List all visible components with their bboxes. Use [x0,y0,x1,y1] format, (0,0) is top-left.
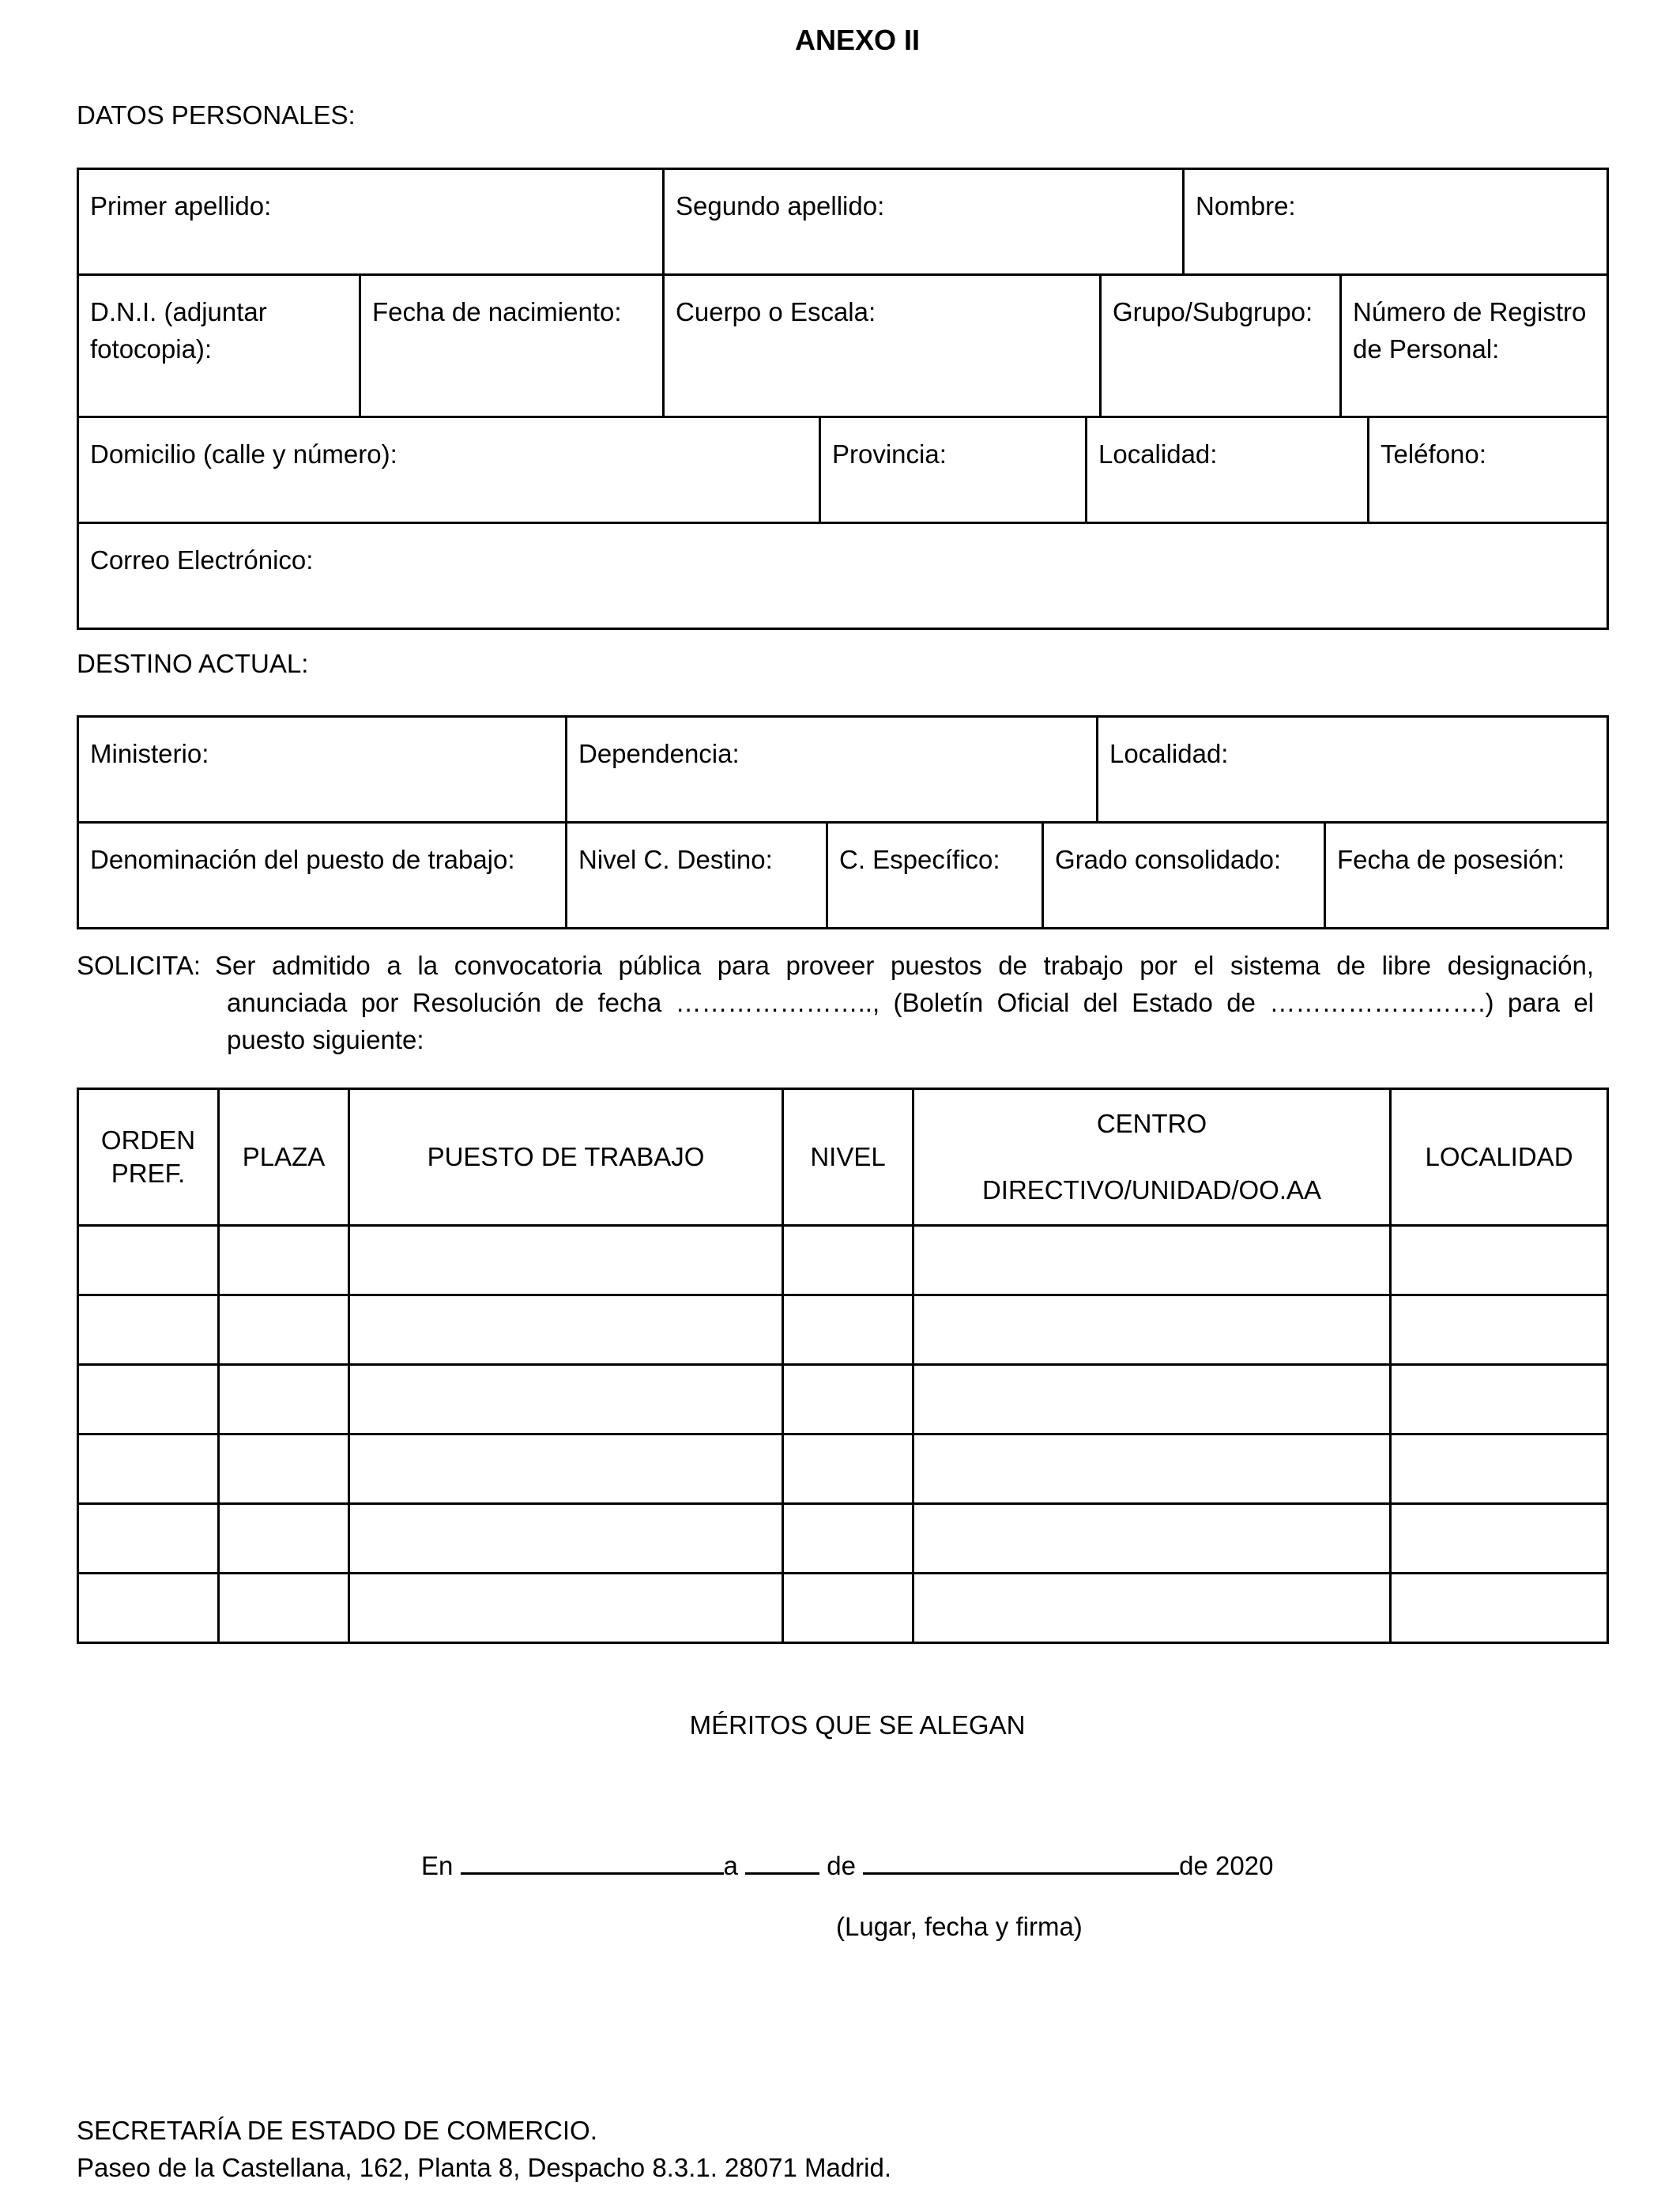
table-row [78,1226,1608,1295]
nivel-destino-field[interactable] [567,823,827,929]
provincia-label: Provincia: [832,439,947,469]
solicita-lead: SOLICITA: [77,951,202,980]
section-datos-personales: DATOS PERSONALES: [77,100,356,130]
primer-apellido-label: Primer apellido: [90,191,272,221]
table-cell[interactable] [913,1504,1391,1574]
grupo-subgrupo-label: Grupo/Subgrupo: [1113,297,1313,326]
header-centro [913,1089,1391,1226]
especifico-field[interactable] [827,823,1043,929]
header-plaza: PLAZA [219,1089,349,1226]
dni-label [79,276,359,368]
date-en-label: En [421,1851,454,1880]
dni-label-line2: fotocopia): [90,334,213,364]
header-orden-pref [78,1089,219,1226]
table-cell[interactable] [349,1434,783,1504]
table-row [78,1365,1608,1434]
cuerpo-escala-field[interactable] [664,275,1101,417]
table-cell[interactable] [349,1574,783,1643]
telefono-field[interactable] [1369,417,1608,523]
fecha-posesion-field[interactable] [1325,823,1608,929]
date-year-label: de 2020 [1179,1851,1274,1880]
solicita-line3: puesto siguiente: [227,1025,424,1054]
grado-label: Grado consolidado: [1055,845,1282,874]
table-row [78,1295,1608,1365]
table-cell[interactable] [78,1434,219,1504]
table-cell[interactable] [783,1434,913,1504]
solicita-line1 [77,947,1594,984]
nivel-destino-label: Nivel C. Destino: [578,845,773,874]
date-a-label: a [723,1851,738,1880]
table-cell[interactable] [219,1574,349,1643]
datos-personales-table [77,168,1609,418]
correo-field[interactable] [78,523,1608,629]
header-centro-line2: DIRECTIVO/UNIDAD/OO.AA [981,1175,1322,1204]
ministerio-label: Ministerio: [90,739,209,768]
table-row [78,1574,1608,1643]
date-line [421,1845,1273,1881]
table-cell[interactable] [349,1504,783,1574]
table-cell[interactable] [78,1504,219,1574]
grado-field[interactable] [1043,823,1325,929]
nombre-field[interactable] [1184,169,1608,275]
table-cell[interactable] [219,1504,349,1574]
table-cell[interactable] [219,1365,349,1434]
signature-caption: (Lugar, fecha y firma) [836,1912,1083,1941]
table-cell[interactable] [1391,1295,1608,1365]
dependencia-field[interactable] [567,717,1098,823]
domicilio-field[interactable] [78,417,820,523]
table-cell[interactable] [349,1226,783,1295]
nrp-label: Número de Registro de Personal: [1353,297,1587,364]
table-cell[interactable] [783,1504,913,1574]
table-cell[interactable] [78,1365,219,1434]
plazas-body [78,1226,1608,1643]
header-orden-line2: PREF. [111,1159,186,1188]
footer-line2: Paseo de la Castellana, 162, Planta 8, Despacho 8.3.1. 28071 Madrid. [77,2153,892,2182]
solicita-text1: Ser admitido a la convocatoria pública para proveer puestos de trabajo por el sistema de libre designación, [215,951,1594,980]
fecha-posesion-label: Fecha de posesión: [1337,845,1565,874]
dni-field[interactable] [78,275,360,417]
provincia-field[interactable] [820,417,1087,523]
table-row [78,1504,1608,1574]
table-row [78,1434,1608,1504]
header-puesto: PUESTO DE TRABAJO [349,1089,783,1226]
table-cell[interactable] [78,1295,219,1365]
footer-line1: SECRETARÍA DE ESTADO DE COMERCIO. [77,2116,597,2145]
grupo-subgrupo-field[interactable] [1101,275,1341,417]
nrp-field[interactable] [1341,275,1608,417]
table-cell[interactable] [349,1295,783,1365]
header-centro-line1: CENTRO [1096,1109,1207,1138]
cuerpo-escala-label: Cuerpo o Escala: [676,297,876,326]
localidad-label: Localidad: [1098,439,1218,469]
solicita-line2: anunciada por Resolución de fecha ………………….., (Boletín Oficial del Estado de …………………….) para el [227,988,1594,1017]
table-cell[interactable] [913,1365,1391,1434]
table-cell[interactable] [78,1226,219,1295]
destino-localidad-field[interactable] [1098,717,1608,823]
header-localidad: LOCALIDAD [1391,1089,1608,1226]
header-orden-line1: ORDEN [100,1125,196,1155]
nombre-label: Nombre: [1196,191,1296,221]
fecha-nacimiento-label: Fecha de nacimiento: [372,297,622,326]
table-cell[interactable] [783,1365,913,1434]
section-destino-actual: DESTINO ACTUAL: [77,649,309,678]
table-cell[interactable] [219,1226,349,1295]
table-cell[interactable] [1391,1574,1608,1643]
table-cell[interactable] [783,1295,913,1365]
localidad-field[interactable] [1087,417,1369,523]
denominacion-field[interactable] [78,823,567,929]
solicita-paragraph [77,947,1594,1058]
dni-label-line1: D.N.I. (adjuntar [90,297,267,326]
ministerio-field[interactable] [78,717,567,823]
plazas-table [77,1088,1609,1644]
destino-actual-table [77,715,1609,929]
primer-apellido-field[interactable] [78,169,664,275]
month-blank[interactable] [863,1845,1179,1875]
segundo-apellido-label: Segundo apellido: [676,191,885,221]
dependencia-label: Dependencia: [578,739,740,768]
table-cell[interactable] [1391,1226,1608,1295]
table-cell[interactable] [349,1365,783,1434]
place-blank[interactable] [461,1845,724,1875]
table-cell[interactable] [219,1295,349,1365]
plazas-header-row [78,1089,1608,1226]
table-cell[interactable] [1391,1434,1608,1504]
table-cell[interactable] [1391,1504,1608,1574]
destino-localidad-label: Localidad: [1109,739,1229,768]
meritos-heading: MÉRITOS QUE SE ALEGAN [689,1710,1026,1740]
fecha-nacimiento-field[interactable] [360,275,664,417]
table-cell[interactable] [913,1226,1391,1295]
telefono-label: Teléfono: [1381,439,1486,469]
correo-label: Correo Electrónico: [90,545,314,575]
day-blank[interactable] [745,1845,819,1875]
denominacion-label: Denominación del puesto de trabajo: [90,845,515,874]
header-nivel: NIVEL [783,1089,913,1226]
table-cell[interactable] [1391,1365,1608,1434]
domicilio-table [77,416,1609,630]
page-title: ANEXO II [794,24,921,56]
table-cell[interactable] [913,1295,1391,1365]
table-cell[interactable] [219,1434,349,1504]
table-cell[interactable] [913,1434,1391,1504]
table-cell[interactable] [783,1226,913,1295]
especifico-label: C. Específico: [839,845,1000,874]
date-de-label: de [827,1851,856,1880]
table-cell[interactable] [913,1574,1391,1643]
table-cell[interactable] [783,1574,913,1643]
domicilio-label: Domicilio (calle y número): [90,439,397,469]
segundo-apellido-field[interactable] [664,169,1184,275]
table-cell[interactable] [78,1574,219,1643]
